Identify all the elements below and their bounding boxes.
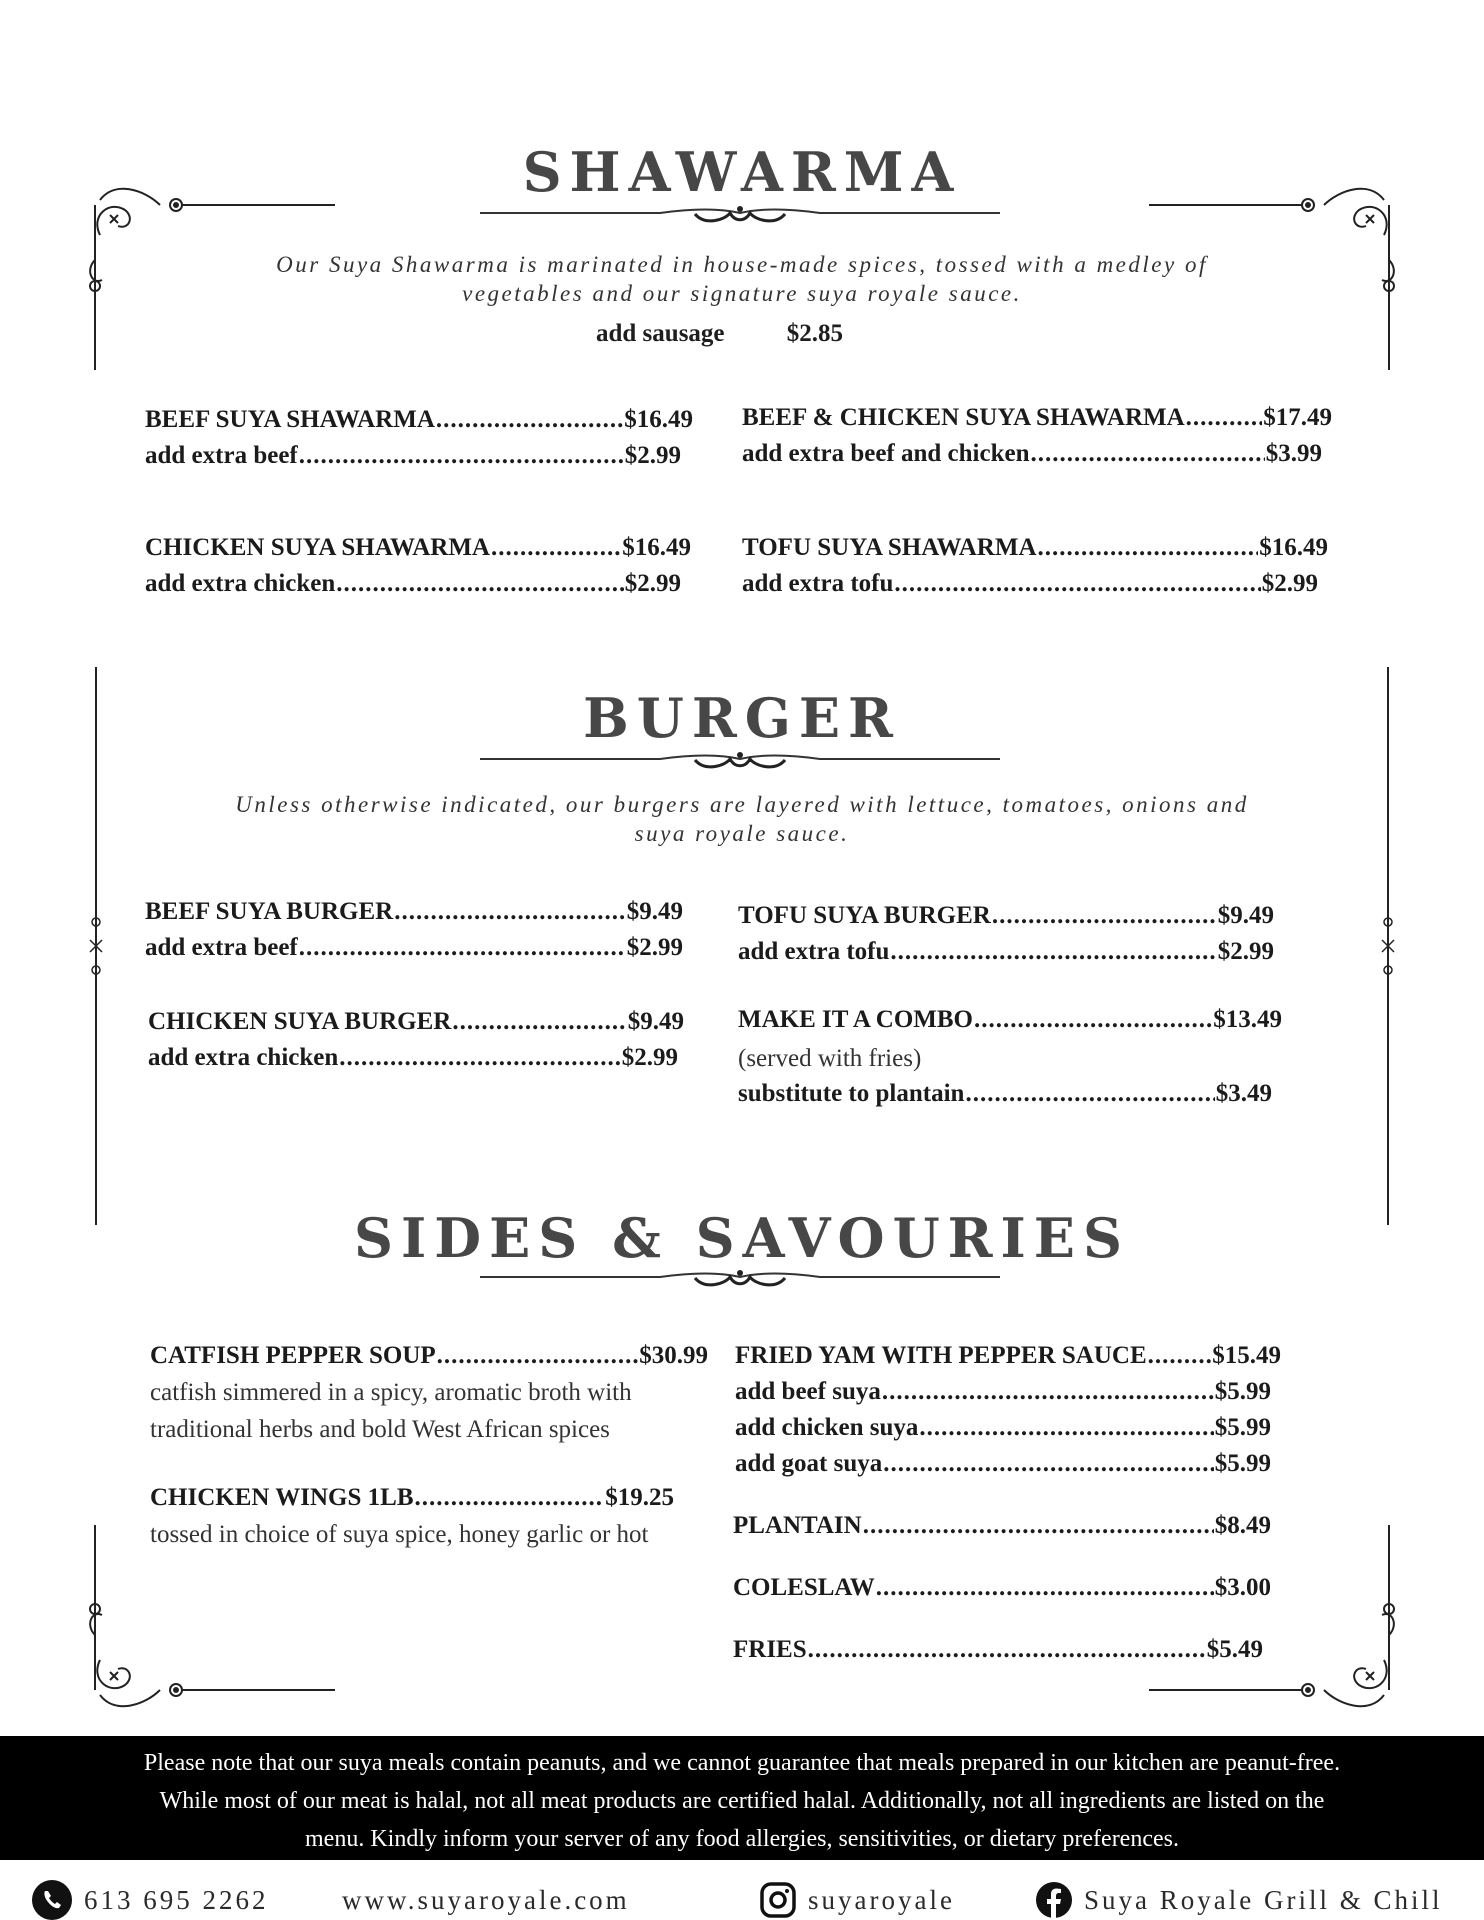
menu-item-extra	[145, 570, 681, 598]
item-price: $16.49	[1259, 534, 1328, 561]
shawarma-intro	[160, 250, 1324, 308]
menu-item-extra	[738, 938, 1274, 966]
item-name: TOFU SUYA BURGER	[738, 902, 991, 929]
extra-price: $2.99	[624, 570, 681, 597]
add-sausage-price: $2.85	[786, 320, 844, 347]
menu-item-extra	[145, 934, 683, 962]
burger-flourish-icon	[480, 746, 1000, 772]
shawarma-flourish-icon	[480, 200, 1000, 226]
menu-item	[742, 534, 1328, 562]
extra-price: $5.99	[1214, 1378, 1271, 1405]
notice-line3: menu. Kindly inform your server of any food allergies, sensitivities, or dietary preferences.	[305, 1826, 1179, 1852]
menu-item	[733, 1512, 1271, 1540]
menu-item	[145, 898, 683, 926]
burger-intro-line2: suya royale sauce.	[634, 821, 850, 846]
burger-intro	[120, 790, 1364, 848]
item-price: $9.49	[626, 898, 683, 925]
facebook-name: Suya Royale Grill & Chill	[1084, 1884, 1443, 1915]
website-text: www.suyaroyale.com	[342, 1884, 630, 1915]
burger-heading: BURGER	[583, 686, 901, 750]
menu-item-extra	[145, 442, 681, 470]
sides-flourish-icon	[480, 1264, 1000, 1290]
description-line: traditional herbs and bold West African spices	[150, 1416, 610, 1443]
description-line: catfish simmered in a spicy, aromatic broth with	[150, 1379, 632, 1406]
instagram-handle: suyaroyale	[808, 1884, 955, 1915]
shawarma-heading: SHAWARMA	[522, 140, 962, 204]
extra-price: $5.99	[1214, 1414, 1271, 1441]
item-name: PLANTAIN	[733, 1512, 862, 1539]
extra-name: add beef suya	[735, 1378, 881, 1405]
menu-item-extra	[735, 1450, 1271, 1478]
extra-price: $2.99	[1217, 938, 1274, 965]
item-price: $8.49	[1214, 1512, 1271, 1539]
item-description	[150, 1374, 632, 1448]
item-price: $16.49	[622, 534, 691, 561]
menu-item-extra	[735, 1414, 1271, 1442]
add-sausage-line	[596, 320, 843, 348]
item-price: $3.00	[1214, 1574, 1271, 1601]
item-price: $9.49	[1217, 902, 1274, 929]
item-name: CHICKEN SUYA SHAWARMA	[145, 534, 490, 561]
item-price: $30.99	[639, 1342, 708, 1369]
extra-price: $2.99	[626, 934, 683, 961]
item-name: CHICKEN WINGS 1LB	[150, 1484, 414, 1511]
extra-name: add extra beef and chicken	[742, 440, 1030, 467]
menu-item-extra	[742, 570, 1318, 598]
menu-item	[733, 1636, 1263, 1664]
facebook-link[interactable]	[1036, 1880, 1443, 1920]
extra-name: add extra beef	[145, 934, 298, 961]
notice-line1: Please note that our suya meals contain peanuts, and we cannot guarantee that meals prepared in our kitchen are peanut-free.	[143, 1750, 1341, 1776]
phone-contact[interactable]	[32, 1880, 269, 1920]
menu-item	[145, 534, 691, 562]
shawarma-intro-line1: Our Suya Shawarma is marinated in house-made spices, tossed with a medley of	[276, 252, 1208, 277]
item-name: BEEF SUYA BURGER	[145, 898, 394, 925]
menu-item	[735, 1342, 1281, 1370]
extra-price: $2.99	[624, 442, 681, 469]
extra-name: add extra tofu	[742, 570, 894, 597]
website-link[interactable]	[342, 1880, 630, 1920]
item-name: CHICKEN SUYA BURGER	[148, 1008, 452, 1035]
extra-name: add chicken suya	[735, 1414, 919, 1441]
menu-item	[150, 1342, 708, 1370]
menu-item	[738, 902, 1274, 930]
extra-name: add extra chicken	[145, 570, 336, 597]
extra-name: substitute to plantain	[738, 1080, 965, 1107]
item-name: BEEF & CHICKEN SUYA SHAWARMA	[742, 404, 1185, 431]
menu-item	[150, 1484, 674, 1512]
menu-item	[145, 406, 693, 434]
menu-item-extra	[742, 440, 1322, 468]
add-sausage-label: add sausage	[596, 320, 725, 347]
item-price: $13.49	[1213, 1006, 1282, 1033]
description-line: tossed in choice of suya spice, honey garlic or hot	[150, 1521, 649, 1548]
item-name: FRIES	[733, 1636, 807, 1663]
instagram-icon	[760, 1882, 796, 1918]
allergy-notice	[0, 1736, 1484, 1860]
item-price: $17.49	[1263, 404, 1332, 431]
item-price: $19.25	[605, 1484, 674, 1511]
extra-price: $2.99	[621, 1044, 678, 1071]
extra-name: add extra beef	[145, 442, 298, 469]
sides-heading: SIDES & SAVOURIES	[354, 1206, 1130, 1270]
item-price: $9.49	[627, 1008, 684, 1035]
shawarma-intro-line2: vegetables and our signature suya royale sauce.	[462, 281, 1022, 306]
item-price: $16.49	[624, 406, 693, 433]
extra-name: add extra chicken	[148, 1044, 339, 1071]
item-name: MAKE IT A COMBO	[738, 1006, 973, 1033]
extra-name: add extra tofu	[738, 938, 890, 965]
extra-price: $2.99	[1261, 570, 1318, 597]
item-name: COLESLAW	[733, 1574, 875, 1601]
item-name: FRIED YAM WITH PEPPER SAUCE	[735, 1342, 1147, 1369]
combo-substitute	[738, 1080, 1272, 1108]
menu-item	[742, 404, 1332, 432]
item-name: TOFU SUYA SHAWARMA	[742, 534, 1037, 561]
combo-note: (served with fries)	[738, 1045, 922, 1072]
menu-item-extra	[148, 1044, 678, 1072]
item-name: CATFISH PEPPER SOUP	[150, 1342, 436, 1369]
phone-icon	[32, 1880, 72, 1920]
menu-item	[148, 1008, 684, 1036]
combo-item	[738, 1006, 1282, 1034]
item-price: $15.49	[1212, 1342, 1281, 1369]
facebook-icon	[1036, 1882, 1072, 1918]
menu-item	[733, 1574, 1271, 1602]
menu-item-extra	[735, 1378, 1271, 1406]
extra-name: add goat suya	[735, 1450, 883, 1477]
extra-price: $3.99	[1265, 440, 1322, 467]
burger-intro-line1: Unless otherwise indicated, our burgers are layered with lettuce, tomatoes, onions and	[235, 792, 1249, 817]
extra-price: $3.49	[1215, 1080, 1272, 1107]
item-description	[150, 1516, 648, 1553]
item-name: BEEF SUYA SHAWARMA	[145, 406, 435, 433]
notice-line2: While most of our meat is halal, not all meat products are certified halal. Additionally, not all ingredients are listed on the	[159, 1788, 1325, 1814]
phone-number: 613 695 2262	[84, 1884, 269, 1915]
instagram-link[interactable]	[760, 1880, 955, 1920]
item-price: $5.49	[1206, 1636, 1263, 1663]
extra-price: $5.99	[1214, 1450, 1271, 1477]
